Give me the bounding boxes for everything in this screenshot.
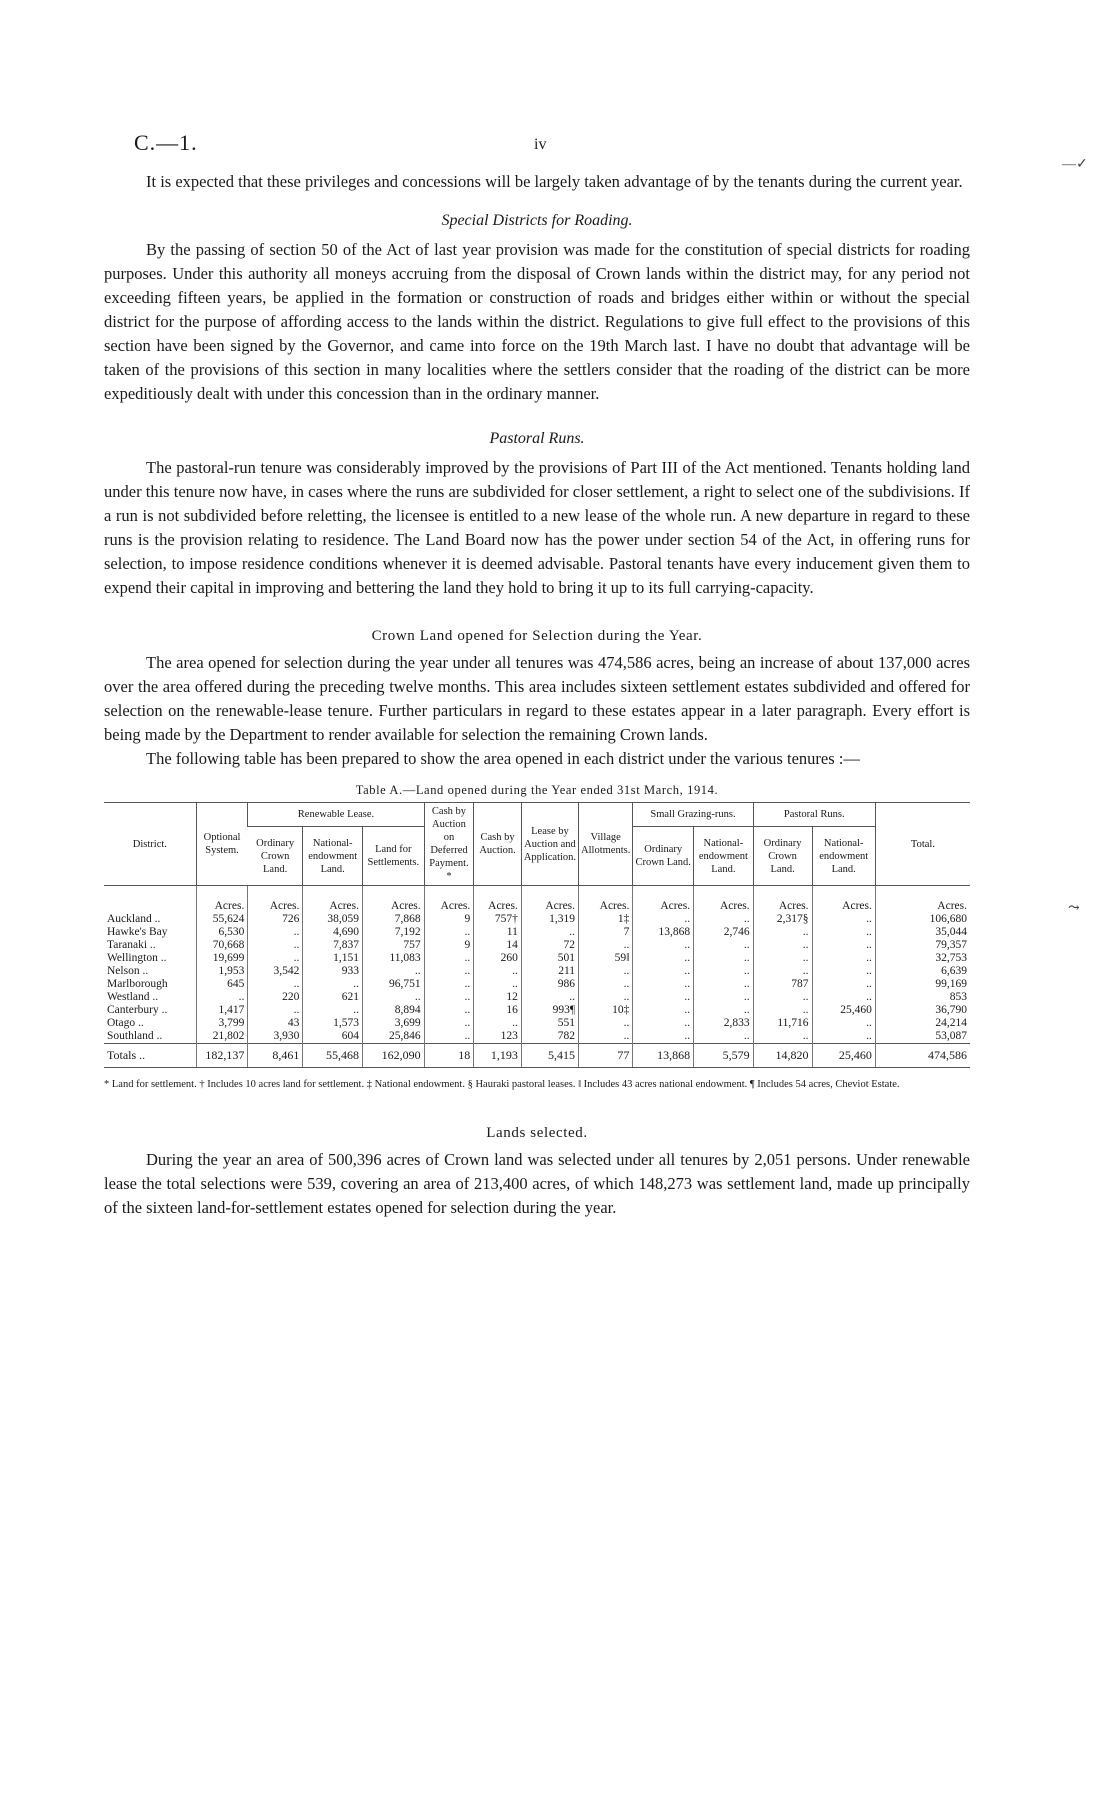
table-footnotes: * Land for settlement. † Includes 10 acres land for settlement. ‡ National endowment. § Hauraki pastoral leases. ‖ Includes 43 acres national endowment. ¶ Includes 54 acres, Cheviot Estate.: [104, 1079, 900, 1090]
value-cell: ..: [812, 965, 875, 978]
value-cell: 43: [248, 1017, 303, 1030]
row-label-cell: Wellington ..: [107, 952, 167, 964]
value-cell: ..: [363, 991, 425, 1004]
table-row: [104, 1004, 970, 1017]
value-cell: ..: [753, 1030, 812, 1044]
value-cell: 11,716: [753, 1017, 812, 1030]
value-cell: ..: [753, 952, 812, 965]
value-cell: 16: [474, 1004, 522, 1017]
col-header-grazing-ordinary: Ordinary Crown Land.: [633, 827, 694, 886]
value-cell: 5,415: [521, 1044, 578, 1068]
col-header-lease-auction: Lease by Auction and Application.: [521, 803, 578, 886]
value-cell: Acres.: [248, 886, 303, 914]
value-cell: 4,690: [303, 926, 363, 939]
value-cell: ..: [633, 965, 694, 978]
value-cell: 1,573: [303, 1017, 363, 1030]
value-cell: 99,169: [875, 978, 970, 991]
value-cell: ..: [633, 1017, 694, 1030]
value-cell: ..: [694, 965, 754, 978]
col-header-total: Total.: [875, 803, 970, 886]
section-heading-roading: Special Districts for Roading.: [441, 212, 633, 229]
value-cell: ..: [812, 939, 875, 952]
value-cell: ..: [633, 991, 694, 1004]
value-cell: 8,894: [363, 1004, 425, 1017]
opened-paragraph-2: The following table has been prepared to show the area opened in each district under the various tenures :—: [146, 749, 860, 768]
value-cell: 18: [424, 1044, 474, 1068]
value-cell: 8,461: [248, 1044, 303, 1068]
table-caption: Table A.—Land opened during the Year ended 31st March, 1914.: [355, 783, 719, 797]
value-cell: ..: [579, 1030, 633, 1044]
value-cell: 25,460: [812, 1004, 875, 1017]
table-row: [104, 926, 970, 939]
value-cell: ..: [196, 991, 248, 1004]
value-cell: 2,833: [694, 1017, 754, 1030]
row-label-cell: Auckland ..: [107, 913, 161, 925]
value-cell: ..: [633, 913, 694, 926]
value-cell: ..: [424, 1030, 474, 1044]
intro-paragraph: It is expected that these privileges and concessions will be largely taken advantage of by the tenants during the current year.: [146, 172, 963, 191]
value-cell: ..: [753, 1004, 812, 1017]
value-cell: ..: [694, 991, 754, 1004]
value-cell: ..: [303, 1004, 363, 1017]
value-cell: ..: [248, 939, 303, 952]
document-page: [104, 130, 970, 1220]
row-label-cell: Marlborough: [107, 978, 168, 990]
value-cell: ..: [812, 991, 875, 1004]
col-header-cash-deferred: Cash by Auction on Deferred Payment. *: [424, 803, 474, 886]
value-cell: ..: [579, 978, 633, 991]
value-cell: 79,357: [875, 939, 970, 952]
value-cell: 621: [303, 991, 363, 1004]
row-label-cell: Otago ..: [107, 1017, 144, 1029]
value-cell: 9: [424, 939, 474, 952]
value-cell: Acres.: [474, 886, 522, 914]
value-cell: 13,868: [633, 926, 694, 939]
row-label-cell: Hawke's Bay: [107, 926, 168, 938]
value-cell: ..: [812, 926, 875, 939]
value-cell: 25,846: [363, 1030, 425, 1044]
totals-row: [104, 1044, 970, 1068]
table-body: [104, 886, 970, 1068]
table-row: [104, 1017, 970, 1030]
col-header-optional: Optional System.: [196, 803, 248, 886]
value-cell: 787: [753, 978, 812, 991]
value-cell: 645: [196, 978, 248, 991]
value-cell: ..: [248, 978, 303, 991]
value-cell: ..: [424, 952, 474, 965]
row-label-cell: Southland ..: [107, 1030, 163, 1042]
value-cell: ..: [521, 926, 578, 939]
value-cell: ..: [633, 1030, 694, 1044]
value-cell: Acres.: [812, 886, 875, 914]
value-cell: ..: [579, 991, 633, 1004]
col-header-village: Village Allotments.: [579, 803, 633, 886]
value-cell: 12: [474, 991, 522, 1004]
value-cell: 9: [424, 913, 474, 926]
value-cell: 13,868: [633, 1044, 694, 1068]
value-cell: Acres.: [303, 886, 363, 914]
value-cell: 6,639: [875, 965, 970, 978]
value-cell: 35,044: [875, 926, 970, 939]
value-cell: 2,317§: [753, 913, 812, 926]
value-cell: ..: [812, 1017, 875, 1030]
value-cell: ..: [579, 1017, 633, 1030]
document-reference: C.—1.: [134, 130, 198, 155]
value-cell: 853: [875, 991, 970, 1004]
value-cell: 59‖: [579, 952, 633, 965]
value-cell: 24,214: [875, 1017, 970, 1030]
value-cell: 11,083: [363, 952, 425, 965]
value-cell: ..: [424, 978, 474, 991]
value-cell: Acres.: [875, 886, 970, 914]
roading-paragraph: By the passing of section 50 of the Act of last year provision was made for the constitution of special districts for roading purposes. Under this authority all moneys accruing from the disposal of Crown lands within the district may, for any period not exceeding fifteen years, be applied in the formation or construction of roads and bridges either within or without the special district for the purpose of affording access to the lands within the district. Regulations to give full effect to the provisions of this section have been signed by the Governor, and came into force on the 19th March last. I have no doubt that advantage will be taken of the provisions of this section in many localities where the settlers consider that the roading of the district can be more expeditiously dealt with under this concession than in the ordinary manner.: [104, 240, 970, 403]
value-cell: 211: [521, 965, 578, 978]
value-cell: 782: [521, 1030, 578, 1044]
value-cell: 1,953: [196, 965, 248, 978]
value-cell: 6,530: [196, 926, 248, 939]
col-header-renewable-national: National-endowment Land.: [303, 827, 363, 886]
value-cell: 32,753: [875, 952, 970, 965]
value-cell: ..: [579, 939, 633, 952]
row-label-cell: Nelson ..: [107, 965, 149, 977]
value-cell: 220: [248, 991, 303, 1004]
value-cell: 551: [521, 1017, 578, 1030]
value-cell: ..: [424, 1017, 474, 1030]
value-cell: ..: [694, 1030, 754, 1044]
opened-paragraph-1: The area opened for selection during the year under all tenures was 474,586 acres, being an increase of about 137,000 acres over the area offered during the preceding twelve months. This area includes sixteen settlement estates subdivided and offered for selection on the renewable-lease tenure. Further particulars in regard to these estates appear in a later paragraph. Every effort is being made by the Department to render available for selection the remaining Crown lands.: [104, 653, 970, 744]
value-cell: ..: [521, 991, 578, 1004]
value-cell: ..: [694, 939, 754, 952]
value-cell: ..: [812, 952, 875, 965]
value-cell: 1‡: [579, 913, 633, 926]
value-cell: 757: [363, 939, 425, 952]
table-row: [104, 965, 970, 978]
value-cell: ..: [424, 1004, 474, 1017]
value-cell: 14,820: [753, 1044, 812, 1068]
col-header-pastoral-ordinary: Ordinary Crown Land.: [753, 827, 812, 886]
value-cell: 1,417: [196, 1004, 248, 1017]
value-cell: ..: [579, 965, 633, 978]
value-cell: ..: [694, 978, 754, 991]
value-cell: ..: [474, 965, 522, 978]
value-cell: 3,542: [248, 965, 303, 978]
units-row: [104, 886, 970, 914]
value-cell: ..: [248, 952, 303, 965]
value-cell: ..: [812, 913, 875, 926]
col-header-renewable-ordinary: Ordinary Crown Land.: [248, 827, 303, 886]
value-cell: ..: [633, 939, 694, 952]
value-cell: ..: [753, 939, 812, 952]
value-cell: 14: [474, 939, 522, 952]
value-cell: 21,802: [196, 1030, 248, 1044]
value-cell: 1,193: [474, 1044, 522, 1068]
value-cell: 3,799: [196, 1017, 248, 1030]
value-cell: 986: [521, 978, 578, 991]
col-header-pastoral-national: National-endowment Land.: [812, 827, 875, 886]
value-cell: 123: [474, 1030, 522, 1044]
row-label-cell: Canterbury ..: [107, 1004, 168, 1016]
value-cell: 38,059: [303, 913, 363, 926]
value-cell: 182,137: [196, 1044, 248, 1068]
page-header: [104, 130, 970, 170]
value-cell: ..: [694, 952, 754, 965]
value-cell: 3,930: [248, 1030, 303, 1044]
table-row: [104, 952, 970, 965]
value-cell: 53,087: [875, 1030, 970, 1044]
row-label-cell: Westland ..: [107, 991, 159, 1003]
value-cell: ..: [812, 1030, 875, 1044]
table-row: [104, 939, 970, 952]
value-cell: ..: [753, 926, 812, 939]
value-cell: 474,586: [875, 1044, 970, 1068]
value-cell: 1,151: [303, 952, 363, 965]
value-cell: ..: [633, 978, 694, 991]
row-label-cell: [104, 886, 196, 914]
value-cell: Acres.: [363, 886, 425, 914]
value-cell: 993¶: [521, 1004, 578, 1017]
value-cell: 2,746: [694, 926, 754, 939]
value-cell: 19,699: [196, 952, 248, 965]
value-cell: ..: [424, 965, 474, 978]
value-cell: ..: [424, 991, 474, 1004]
value-cell: Acres.: [633, 886, 694, 914]
section-heading-lands-selected: Lands selected.: [486, 1125, 588, 1141]
margin-mark: —✓: [1062, 157, 1088, 172]
value-cell: 260: [474, 952, 522, 965]
value-cell: 7: [579, 926, 633, 939]
value-cell: 7,837: [303, 939, 363, 952]
value-cell: 72: [521, 939, 578, 952]
pastoral-paragraph: The pastoral-run tenure was considerably improved by the provisions of Part III of the Act mentioned. Tenants holding land under this tenure now have, in cases where the runs are subdivided for closer settlement, a right to select one of the subdivisions. If a run is not subdivided before reletting, the licensee is entitled to a new lease of the whole run. A new departure in regard to these runs is the provision relating to residence. The Land Board now has the power under section 54 of the Act, in offering runs for selection, to impose residence conditions whenever it is deemed advisable. Pastoral tenants have every inducement given them to expend their capital in improving and bettering the land they hold to bring it up to its full carrying-capacity.: [104, 458, 970, 597]
value-cell: 77: [579, 1044, 633, 1068]
value-cell: 11: [474, 926, 522, 939]
value-cell: ..: [633, 952, 694, 965]
table-row: [104, 1030, 970, 1044]
value-cell: 501: [521, 952, 578, 965]
table-row: [104, 978, 970, 991]
row-label-cell: Totals ..: [104, 1044, 196, 1068]
table-row: [104, 991, 970, 1004]
value-cell: Acres.: [579, 886, 633, 914]
col-header-renewable-settlements: Land for Settlements.: [363, 827, 425, 886]
value-cell: 726: [248, 913, 303, 926]
value-cell: ..: [424, 926, 474, 939]
value-cell: ..: [474, 1017, 522, 1030]
land-opened-table: [104, 802, 970, 1068]
value-cell: 933: [303, 965, 363, 978]
value-cell: 55,624: [196, 913, 248, 926]
col-header-cash-auction: Cash by Auction.: [474, 803, 522, 886]
value-cell: ..: [248, 926, 303, 939]
value-cell: 7,192: [363, 926, 425, 939]
section-heading-crown-land-opened: Crown Land opened for Selection during the Year.: [371, 628, 703, 644]
value-cell: ..: [753, 991, 812, 1004]
col-header-district: District.: [104, 803, 196, 886]
value-cell: 7,868: [363, 913, 425, 926]
value-cell: 25,460: [812, 1044, 875, 1068]
col-header-grazing-national: National-endowment Land.: [694, 827, 754, 886]
value-cell: ..: [812, 978, 875, 991]
value-cell: ..: [633, 1004, 694, 1017]
selected-paragraph: During the year an area of 500,396 acres of Crown land was selected under all tenures by 2,051 persons. Under renewable lease the total selections were 539, covering an area of 213,400 acres, of which 148,273 was settlement land, made up principally of the sixteen land-for-settlement estates opened for selection during the year.: [104, 1150, 970, 1217]
section-heading-pastoral: Pastoral Runs.: [489, 430, 585, 447]
value-cell: 757†: [474, 913, 522, 926]
value-cell: 96,751: [363, 978, 425, 991]
value-cell: ..: [694, 913, 754, 926]
page-number: iv: [534, 136, 547, 153]
value-cell: ..: [303, 978, 363, 991]
value-cell: ..: [694, 1004, 754, 1017]
value-cell: 10‡: [579, 1004, 633, 1017]
col-header-pastoral: Pastoral Runs.: [753, 803, 875, 827]
value-cell: Acres.: [753, 886, 812, 914]
value-cell: 162,090: [363, 1044, 425, 1068]
value-cell: 5,579: [694, 1044, 754, 1068]
value-cell: 70,668: [196, 939, 248, 952]
col-header-renewable: Renewable Lease.: [248, 803, 424, 827]
value-cell: ..: [474, 978, 522, 991]
margin-mark: ⤳: [1068, 901, 1080, 916]
col-header-small-grazing: Small Grazing-runs.: [633, 803, 753, 827]
value-cell: Acres.: [694, 886, 754, 914]
value-cell: 1,319: [521, 913, 578, 926]
value-cell: 55,468: [303, 1044, 363, 1068]
row-label-cell: Taranaki ..: [107, 939, 156, 951]
value-cell: 106,680: [875, 913, 970, 926]
value-cell: ..: [753, 965, 812, 978]
value-cell: Acres.: [424, 886, 474, 914]
value-cell: ..: [248, 1004, 303, 1017]
value-cell: Acres.: [196, 886, 248, 914]
value-cell: 604: [303, 1030, 363, 1044]
value-cell: 3,699: [363, 1017, 425, 1030]
value-cell: 36,790: [875, 1004, 970, 1017]
value-cell: ..: [363, 965, 425, 978]
value-cell: Acres.: [521, 886, 578, 914]
table-row: [104, 913, 970, 926]
